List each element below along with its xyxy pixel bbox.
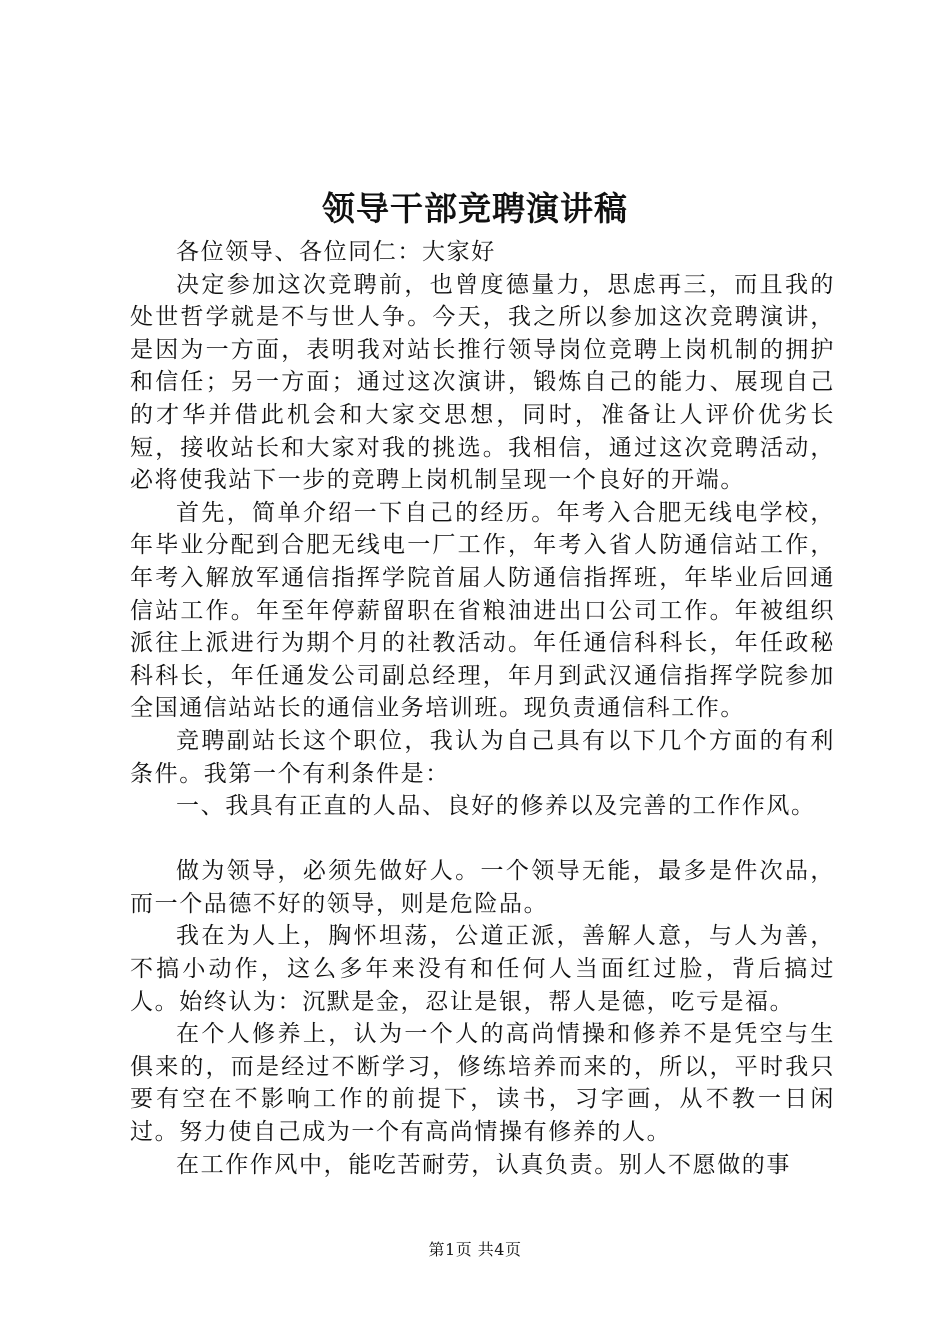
- paragraph-work-style: 在工作作风中，能吃苦耐劳，认真负责。别人不愿做的事: [176, 1151, 791, 1178]
- paragraph-greeting: 各位领导、各位同仁：大家好: [176, 239, 496, 265]
- document-body: [130, 236, 835, 1181]
- paragraph-motivation: 决定参加这次竞聘前，也曾度德量力，思虑再三，而且我的处世哲学就是不与世人争。今天，我之所以参加这次竞聘演讲，是因为一方面，表明我对站长推行领导岗位竞聘上岗机制的拥护和信任；另一方面；通过这次演讲，锻炼自己的能力、展现自己的才华并借此机会和大家交思想，同时，准备让人评价优劣长短，接收站长和大家对我的挑选。我相信，通过这次竞聘活动，必将使我站下一步的竞聘上岗机制呈现一个良好的开端。: [130, 271, 835, 494]
- paragraph-leadership: 做为领导，必须先做好人。一个领导无能，最多是件次品，而一个品德不好的领导，则是危险品。: [130, 858, 835, 917]
- paragraph-experience: 首先，简单介绍一下自己的经历。年考入合肥无线电学校，年毕业分配到合肥无线电一厂工作，年考入省人防通信站工作，年考入解放军通信指挥学院首届人防通信指挥班，年毕业后回通信站工作。年至年停薪留职在省粮油进出口公司工作。年被组织派往上派进行为期个月的社教活动。年任通信科科长，年任政秘科科长，年任通发公司副总经理，年月到武汉通信指挥学院参加全国通信站站长的通信业务培训班。现负责通信科工作。: [130, 499, 835, 722]
- paragraph-self-cultivation: 在个人修养上，认为一个人的高尚情操和修养不是凭空与生俱来的，而是经过不断学习，修练培养而来的，所以，平时我只要有空在不影响工作的前提下，读书，习字画，从不教一日闲过。努力使自己成为一个有高尚情操有修养的人。: [130, 1021, 835, 1146]
- paragraph-conditions-intro: 竞聘副站长这个职位，我认为自己具有以下几个方面的有利条件。我第一个有利条件是：: [130, 727, 835, 787]
- document-title: 领导干部竞聘演讲稿: [322, 189, 628, 228]
- paragraph-condition-one: 一、我具有正直的人品、良好的修养以及完善的工作作风。: [176, 793, 816, 820]
- paragraph-character: 我在为人上，胸怀坦荡，公道正派，善解人意，与人为善，不搞小动作，这么多年来没有和任何人当面红过脸，背后搞过人。始终认为：沉默是金，忍让是银，帮人是德，吃亏是福。: [130, 923, 835, 1015]
- page-footer: 第1页 共4页: [428, 1240, 522, 1259]
